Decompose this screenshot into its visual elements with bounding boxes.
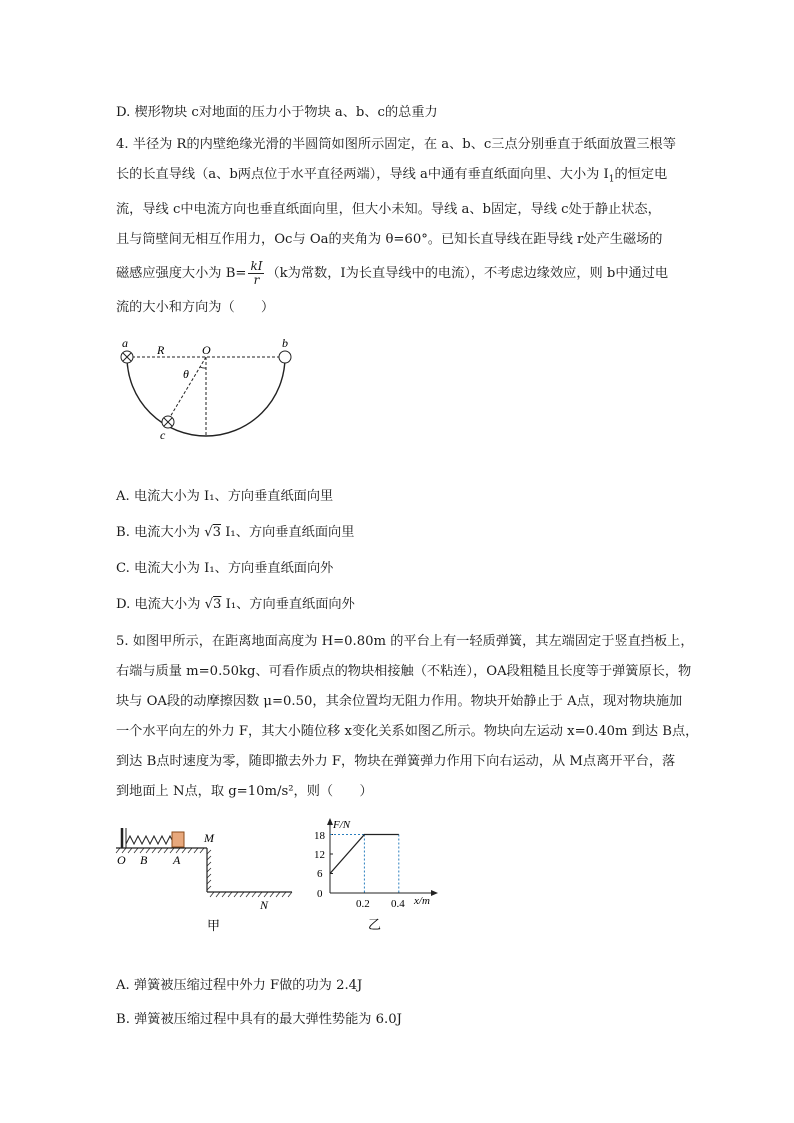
q4-line-4: 且与筒壁间无相互作用力，Oc与 Oa的夹角为 θ=60°。已知长直导线在距导线 r处产生磁场的: [116, 231, 663, 247]
q4-option-b: B. 电流大小为 √3 I₁、方向垂直纸面向里: [116, 525, 355, 540]
label-b: b: [282, 336, 288, 350]
q4-line-3: 流，导线 c中电流方向也垂直纸面向里，但大小未知。导线 a、b固定，导线 c处于静止状态，: [116, 201, 661, 217]
y-tick-6: 6: [317, 868, 323, 880]
label-O: O: [117, 853, 126, 867]
caption-yi: 乙: [368, 917, 382, 932]
y-tick-18: 18: [314, 830, 325, 842]
x-tick-0.2: 0.2: [356, 898, 370, 910]
wire-c-icon: [162, 416, 174, 428]
q3-option-d: D. 楔形物块 c对地面的压力小于物块 a、b、c的总重力: [116, 105, 438, 120]
x-axis-label: x/m: [414, 895, 430, 907]
q5-line-5: 到达 B点时速度为零，随即撤去外力 F，物块在弹簧弹力作用下向右运动，从 M点离开平台，落: [116, 754, 676, 769]
q5-line-4: 一个水平向左的外力 F，其大小随位移 x变化关系如图乙所示。物块向左运动 x=0.40m 到达 B点，: [116, 724, 699, 739]
q5-line-6: 到地面上 N点，取 g=10m/s²，则（ ）: [116, 784, 373, 799]
block-icon: [172, 832, 184, 847]
label-O: O: [202, 343, 211, 357]
formula-fraction: $\frac{kI}{r}$: [250, 258, 263, 287]
x-axis-arrow-icon: [431, 890, 438, 896]
q5-line-2: 右端与质量 m=0.50kg、可看作质点的物块相接触（不粘连），OA段粗糙且长度等于弹簧原长，物: [116, 664, 692, 679]
q5-option-a: A. 弹簧被压缩过程中外力 F做的功为 2.4J: [116, 978, 363, 993]
y-axis-label: F/N: [333, 819, 351, 831]
label-c: c: [160, 428, 166, 442]
q4-line-5: 磁感应强度大小为 B= $\frac{kI}{r}$ （k为常数，I为长直导线中的电流），不考虑边缘效应，则 b中通过电: [116, 258, 669, 287]
label-B: B: [140, 853, 148, 867]
wire-a-icon: [121, 351, 133, 363]
label-a: a: [122, 336, 128, 350]
wire-b-icon: [279, 351, 291, 363]
x-tick-0.4: 0.4: [391, 898, 405, 910]
q4-option-d: D. 电流大小为 √3 I₁、方向垂直纸面向外: [116, 597, 355, 612]
caption-jia: 甲: [207, 918, 221, 933]
q4-line-1: 4. 半径为 R的内壁绝缘光滑的半圆筒如图所示固定，在 a、b、c三点分别垂直于纸面放置三根等: [116, 137, 676, 152]
question-5-stem: [116, 627, 700, 807]
label-R: R: [157, 343, 165, 357]
spring-icon: [126, 836, 174, 844]
label-theta: θ: [183, 367, 189, 381]
q5-line-3: 块与 OA段的动摩擦因数 μ=0.50，其余位置均无阻力作用。物块开始静止于 A点，现对物块施加: [116, 694, 683, 709]
q4-line-6: 流的大小和方向为（ ）: [116, 299, 275, 315]
q4-option-a: A. 电流大小为 I₁、方向垂直纸面向里: [116, 489, 334, 504]
q4-figure: [110, 336, 300, 446]
label-A: A: [173, 853, 181, 867]
y-tick-12: 12: [314, 849, 325, 861]
q5-figure-jia: [112, 822, 302, 938]
q5-option-b: B. 弹簧被压缩过程中具有的最大弹性势能为 6.0J: [116, 1012, 402, 1027]
y-tick-0: 0: [317, 888, 323, 900]
q5-figure-yi: [306, 814, 456, 938]
q4-option-c: C. 电流大小为 I₁、方向垂直纸面向外: [116, 561, 334, 576]
question-4-stem: [116, 130, 700, 323]
label-M: M: [204, 831, 214, 845]
q5-line-1: 5. 如图甲所示，在距离地面高度为 H=0.80m 的平台上有一轻质弹簧，其左端固定于竖直挡板上，: [116, 634, 694, 649]
label-N: N: [260, 898, 269, 912]
q4-line-2: 长的长直导线（a、b两点位于水平直径两端），导线 a中通有垂直纸面向里、大小为 $I_1$的恒定电: [116, 167, 668, 185]
